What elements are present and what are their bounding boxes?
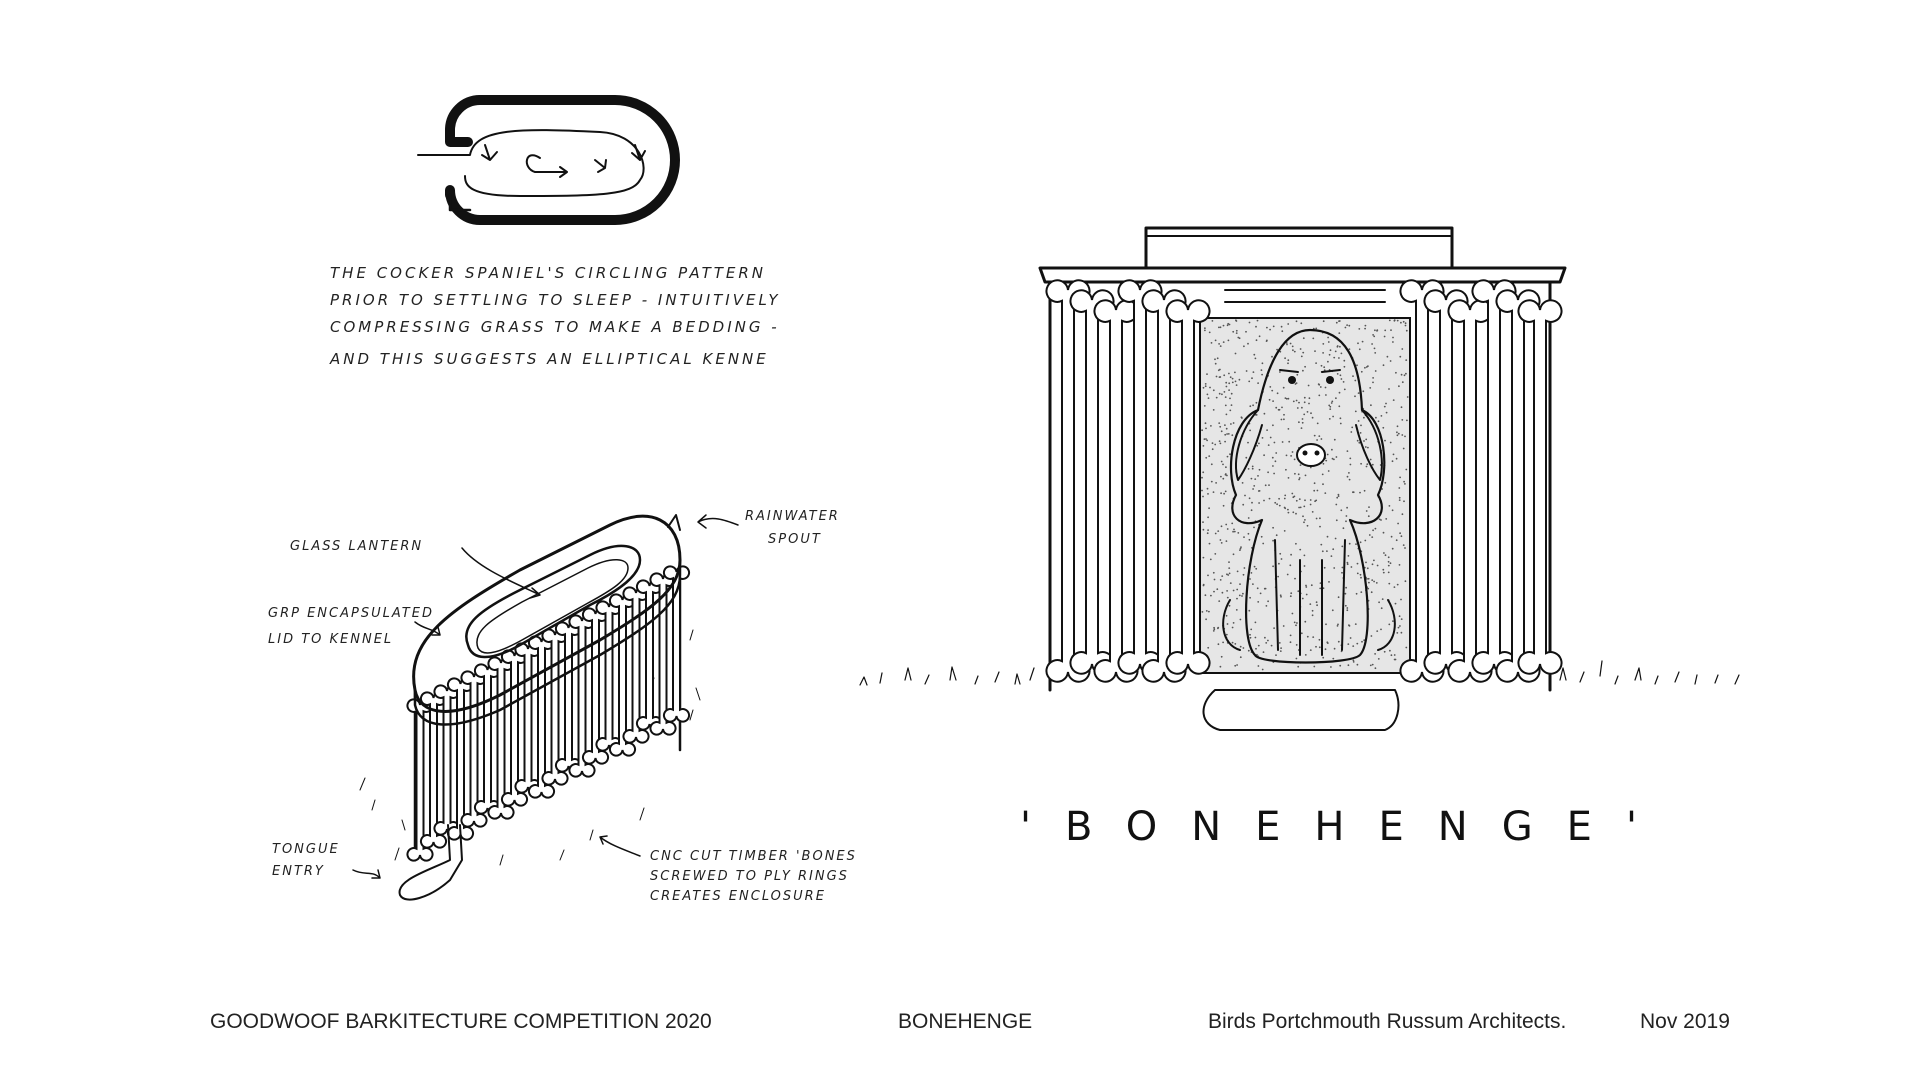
label-glass-lantern: GLASS LANTERN [290, 539, 424, 554]
elevation-kennel [860, 228, 1739, 850]
bone-column [1472, 280, 1515, 673]
label-rainwater-1: RAINWATER [745, 509, 840, 524]
caption-line-3: COMPRESSING GRASS TO MAKE A BEDDING - [330, 318, 780, 336]
bone-column [1046, 280, 1089, 681]
bone-column [1094, 300, 1137, 681]
lintel-bone [1225, 290, 1385, 302]
label-cnc-3: CREATES ENCLOSURE [650, 889, 826, 904]
bone-column [637, 580, 662, 729]
bonehenge-title: 'BONEHENGE' [1020, 804, 1671, 850]
label-cnc-2: SCREWED TO PLY RINGS [650, 869, 849, 884]
bone-column [475, 664, 500, 813]
bone-column [596, 601, 621, 750]
plan-diagram [418, 100, 675, 220]
label-cnc-1: CNC CUT TIMBER 'BONES [650, 849, 857, 864]
bone-column [1424, 290, 1467, 673]
bone-column [515, 643, 540, 792]
footer-architects: Birds Portchmouth Russum Architects. [1208, 1010, 1567, 1033]
bone-column [1070, 290, 1113, 673]
footer-competition: GOODWOOF BARKITECTURE COMPETITION 2020 [210, 1010, 712, 1033]
bone-column [556, 622, 581, 771]
caption-line-2: PRIOR TO SETTLING TO SLEEP - INTUITIVELY [330, 291, 781, 309]
bone-column [1448, 300, 1491, 681]
plan-caption [329, 264, 781, 368]
footer-project: BONEHENGE [898, 1010, 1033, 1033]
bone-column [1118, 280, 1161, 673]
axonometric-kennel [353, 515, 738, 900]
bone-column [1142, 290, 1185, 681]
label-grp-2: LID TO KENNEL [268, 632, 394, 647]
label-rainwater-2: SPOUT [768, 532, 822, 547]
caption-line-4: AND THIS SUGGESTS AN ELLIPTICAL KENNE [330, 350, 769, 368]
label-grp-1: GRP ENCAPSULATED [268, 606, 434, 621]
bone-column [434, 685, 459, 834]
label-tongue-1: TONGUE [272, 842, 340, 857]
footer-date: Nov 2019 [1640, 1010, 1730, 1033]
label-tongue-2: ENTRY [272, 864, 325, 879]
caption-line-1: THE COCKER SPANIEL'S CIRCLING PATTERN [330, 264, 767, 282]
